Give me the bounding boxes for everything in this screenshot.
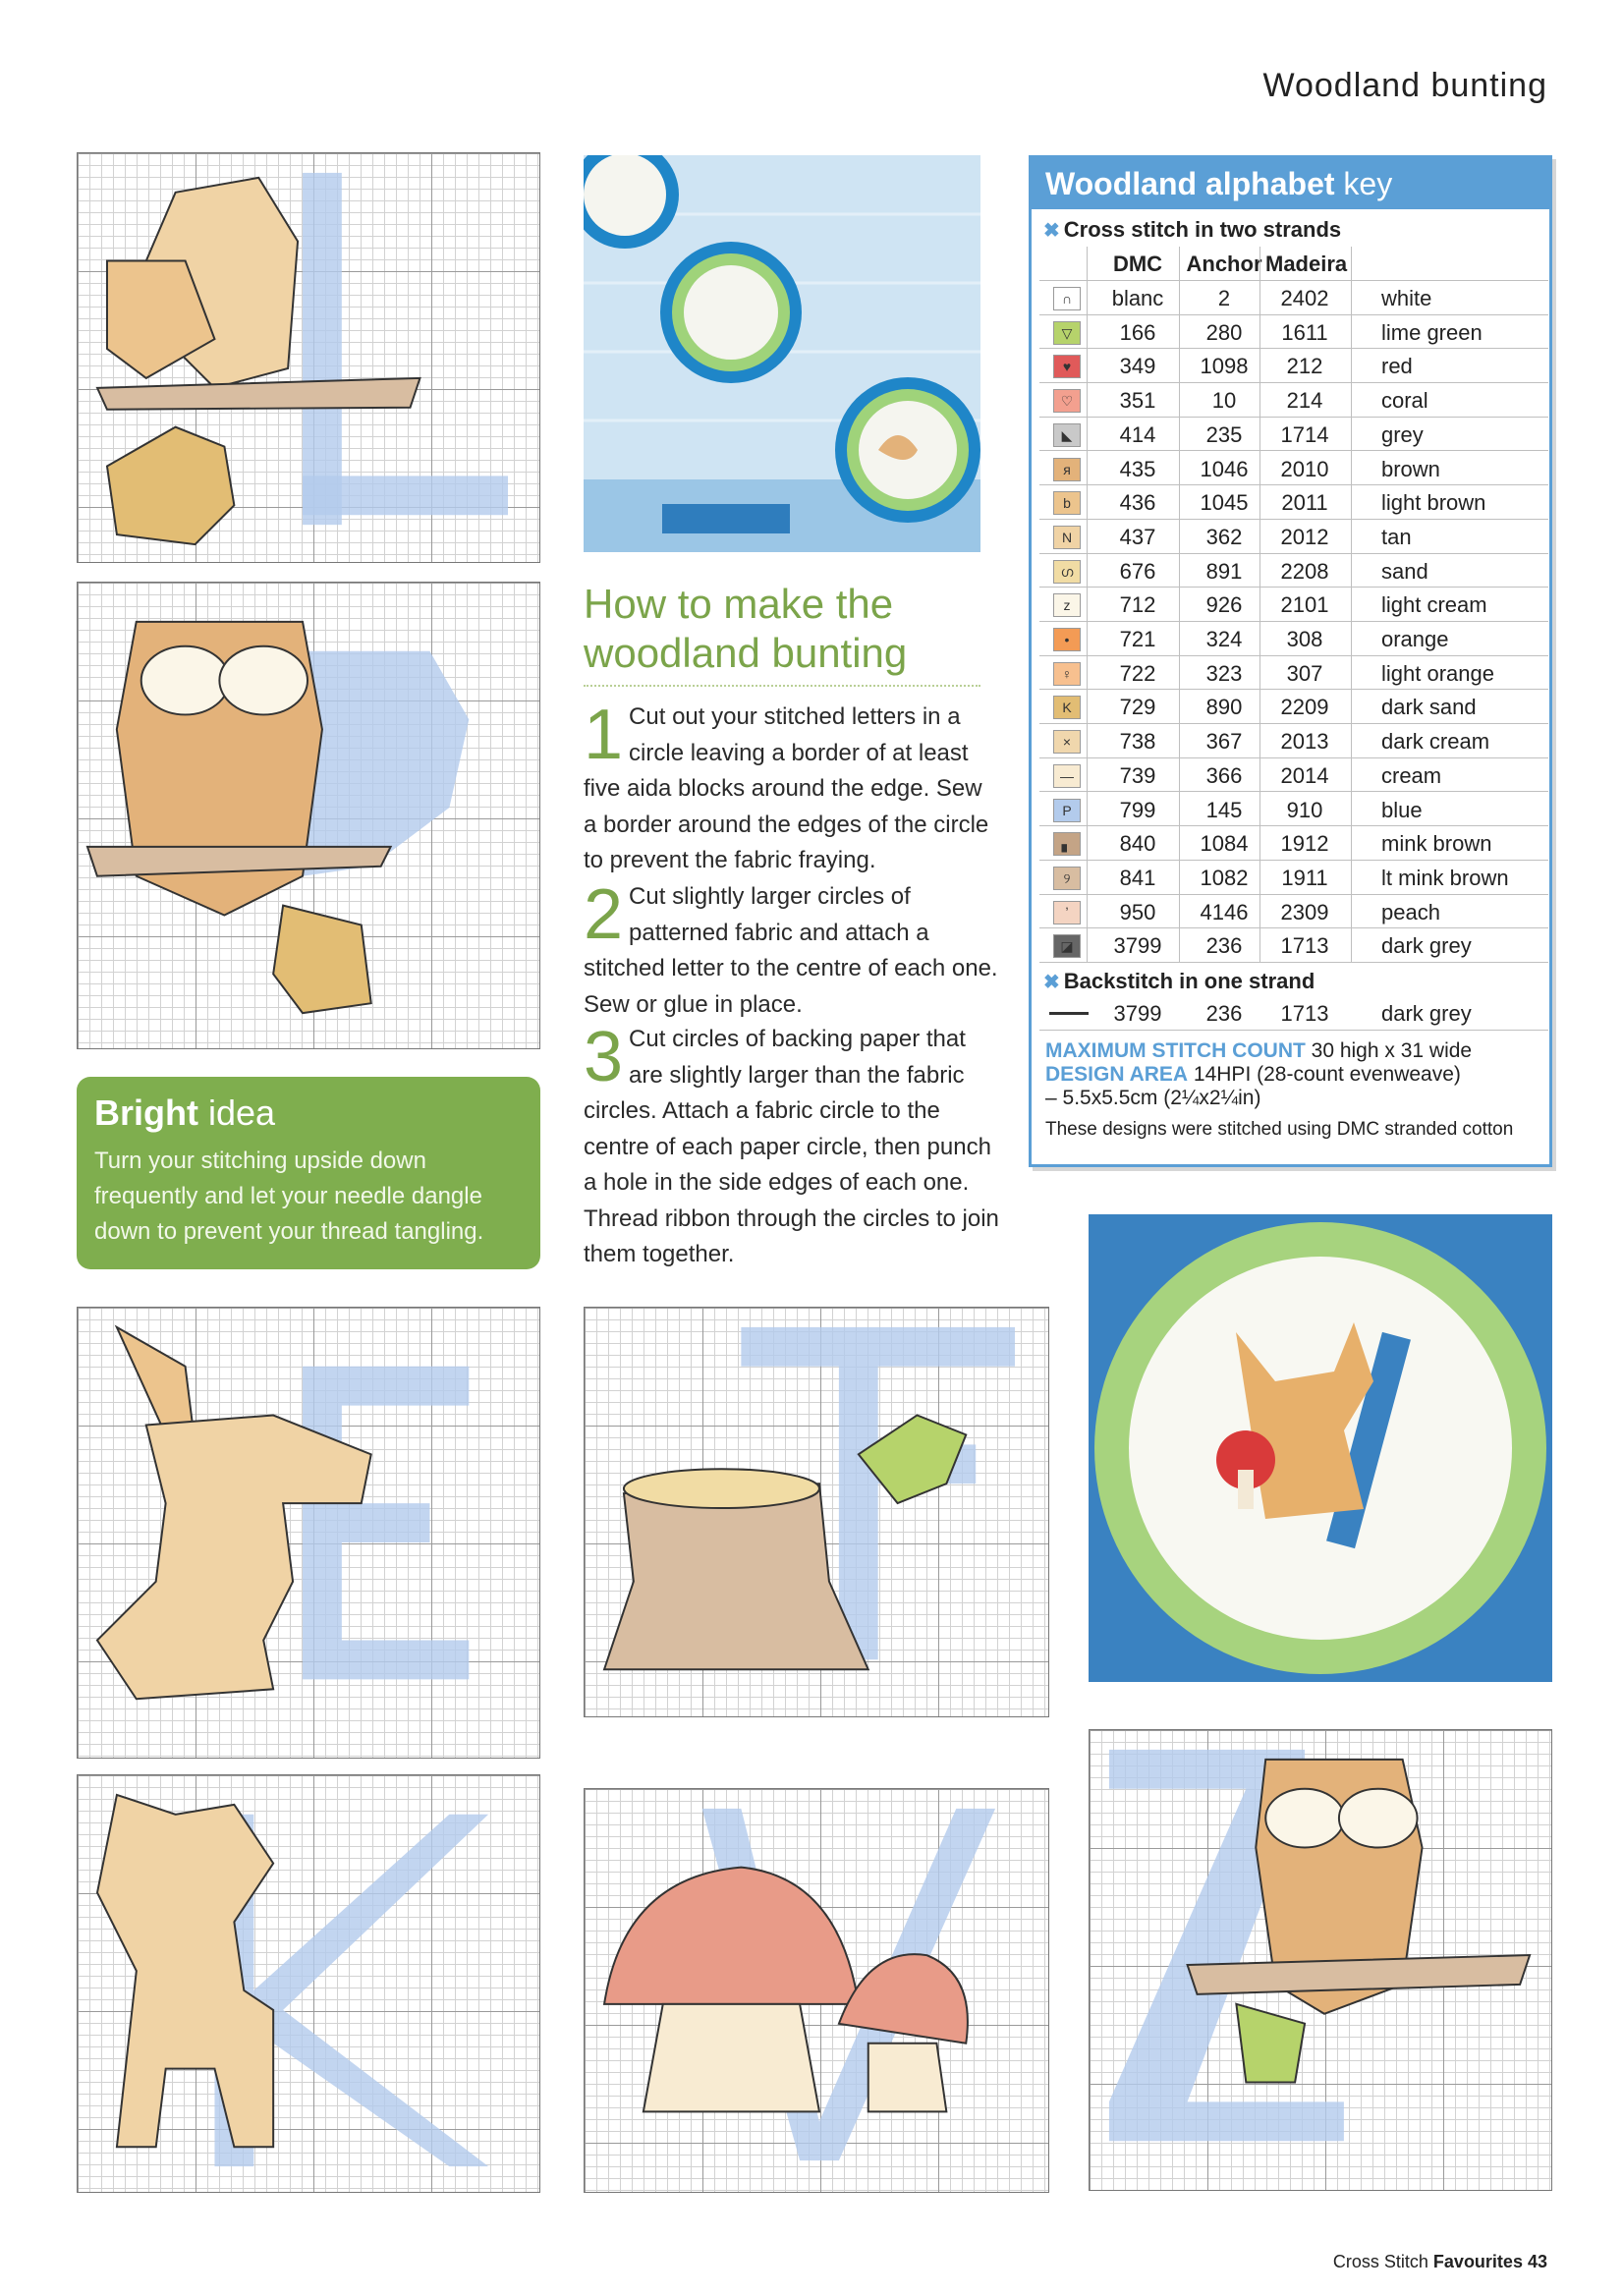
stitch-symbol-icon: K — [1053, 696, 1081, 719]
madeira-value: 2309 — [1280, 899, 1329, 924]
anchor-value: 362 — [1205, 524, 1243, 549]
section-title: Woodland bunting — [1262, 67, 1547, 104]
chart-mushroom-letter-v — [584, 1788, 1049, 2193]
madeira-value: 1713 — [1280, 933, 1329, 959]
mushroom-letter-v-motif — [585, 1789, 1048, 2192]
key-row — [1039, 656, 1548, 691]
page-number: 43 — [1527, 2252, 1547, 2271]
anchor-value: 1046 — [1200, 456, 1249, 481]
anchor-value: 1045 — [1200, 490, 1249, 516]
color-name: mink brown — [1381, 831, 1492, 857]
anchor-value: 4146 — [1200, 899, 1249, 924]
color-name: lime green — [1381, 319, 1483, 345]
color-name: lt mink brown — [1381, 865, 1509, 890]
madeira-value: 2011 — [1281, 490, 1328, 516]
dmc-value: 414 — [1119, 421, 1156, 447]
stitch-symbol-icon: N — [1053, 526, 1081, 549]
anchor-value: 1098 — [1200, 354, 1249, 379]
madeira-value: 2209 — [1280, 695, 1329, 720]
key-row — [1039, 383, 1548, 418]
key-row — [1039, 315, 1548, 350]
howto-title-line2: woodland bunting — [584, 630, 908, 676]
key-row — [1039, 758, 1548, 793]
stitch-symbol-icon: я — [1053, 458, 1081, 481]
col-anchor: Anchor — [1186, 252, 1262, 276]
color-name: tan — [1381, 524, 1412, 549]
dmc-value: 349 — [1119, 354, 1156, 379]
stitch-symbol-icon: • — [1053, 628, 1081, 651]
key-info — [1045, 1039, 1541, 1142]
key-row — [1039, 485, 1548, 520]
chart-owl-letter-z — [1089, 1729, 1552, 2191]
area-value: 14HPI (28-count evenweave) — [1188, 1063, 1461, 1086]
stitch-symbol-icon: ◣ — [1053, 423, 1081, 447]
step-number: 3 — [584, 1018, 624, 1096]
key-row — [1039, 928, 1548, 963]
backstitch-row — [1039, 996, 1548, 1031]
stitch-symbol-icon: ୨ — [1053, 867, 1081, 890]
rabbit-letter-e-motif — [78, 1308, 539, 1758]
color-name: blue — [1381, 797, 1423, 822]
dmc-value: 166 — [1119, 319, 1156, 345]
col-dmc: DMC — [1112, 252, 1163, 276]
key-row — [1039, 793, 1548, 827]
key-row — [1039, 452, 1548, 486]
color-name: white — [1381, 286, 1432, 310]
anchor-value: 890 — [1205, 695, 1243, 720]
max-value: 30 high x 31 wide — [1305, 1039, 1473, 1062]
madeira-value: 1713 — [1280, 1001, 1329, 1026]
backstitch-label — [1043, 969, 1315, 994]
chart-owl-letter-a — [77, 152, 540, 563]
color-name: dark grey — [1381, 1001, 1472, 1026]
backstitch-line-icon — [1049, 1012, 1089, 1015]
madeira-value: 2010 — [1280, 456, 1329, 481]
column-divider — [1259, 247, 1260, 963]
key-row — [1039, 861, 1548, 895]
dmc-value: 841 — [1119, 865, 1156, 890]
anchor-value: 367 — [1205, 729, 1243, 755]
madeira-value: 2402 — [1280, 286, 1329, 310]
cross-stitch-label — [1043, 217, 1341, 243]
madeira-value: 2208 — [1280, 558, 1329, 584]
madeira-value: 1911 — [1281, 865, 1328, 890]
madeira-value: 2014 — [1280, 762, 1329, 788]
dmc-value: 436 — [1119, 490, 1156, 516]
anchor-value: 1084 — [1200, 831, 1249, 857]
color-name: red — [1381, 354, 1413, 379]
step-number: 1 — [584, 696, 624, 774]
key-row — [1039, 349, 1548, 383]
stitch-symbol-icon: ♡ — [1053, 389, 1081, 413]
madeira-value: 910 — [1286, 797, 1323, 822]
owl-letter-b-motif — [78, 583, 539, 1048]
dmc-value: 950 — [1119, 899, 1156, 924]
column-divider — [1179, 247, 1180, 963]
anchor-value: 926 — [1205, 592, 1243, 618]
howto-step-3 — [584, 1018, 1000, 1273]
howto-divider — [584, 685, 980, 687]
chart-owl-letter-b — [77, 582, 540, 1049]
step-text: Cut out your stitched letters in a circle leaving a border of at least five aida blocks around the edge. Sew a border around the edges of the circle to prevent the fabric fraying. — [584, 703, 989, 873]
color-name: dark sand — [1381, 695, 1477, 720]
dmc-value: 722 — [1119, 660, 1156, 686]
owl-letter-a-motif — [78, 153, 539, 562]
max-stitch-count — [1045, 1039, 1541, 1063]
stitch-symbol-icon: b — [1053, 491, 1081, 515]
key-row — [1039, 622, 1548, 656]
dmc-value: 721 — [1119, 627, 1156, 651]
key-row — [1039, 826, 1548, 861]
backstitch-text: Backstitch in one strand — [1063, 969, 1315, 993]
anchor-value: 366 — [1205, 762, 1243, 788]
dmc-value: 729 — [1119, 695, 1156, 720]
howto-step-2 — [584, 875, 1000, 1023]
cross-icon: ✖ — [1043, 220, 1060, 242]
stitch-symbol-icon: z — [1053, 593, 1081, 617]
dmc-value: blanc — [1111, 286, 1164, 310]
anchor-value: 10 — [1211, 388, 1237, 414]
madeira-value: 1912 — [1280, 831, 1329, 857]
stitch-symbol-icon: ♥ — [1053, 355, 1081, 378]
color-name: sand — [1381, 558, 1428, 584]
stitch-symbol-icon: ♀ — [1053, 662, 1081, 686]
anchor-value: 323 — [1205, 660, 1243, 686]
step-text: Cut slightly larger circles of patterned fabric and attach a stitched letter to the centre of each one. Sew or glue in place. — [584, 883, 998, 1018]
dmc-value: 3799 — [1113, 933, 1162, 959]
anchor-value: 236 — [1205, 1001, 1243, 1026]
dmc-value: 676 — [1119, 558, 1156, 584]
dmc-value: 3799 — [1113, 1001, 1162, 1026]
key-title-bold: Woodland alphabet — [1045, 166, 1335, 201]
madeira-value: 2012 — [1280, 524, 1329, 549]
color-name: dark cream — [1381, 729, 1490, 755]
dmc-value: 739 — [1119, 762, 1156, 788]
stitch-symbol-icon: ʼ — [1053, 901, 1081, 924]
cross-stitch-text: Cross stitch in two strands — [1063, 217, 1342, 242]
dmc-value: 840 — [1119, 831, 1156, 857]
color-name: light cream — [1381, 592, 1487, 618]
howto-title-line1: How to make the — [584, 581, 894, 627]
footer-publication: Cross Stitch — [1332, 2252, 1433, 2271]
col-madeira: Madeira — [1265, 252, 1348, 276]
madeira-value: 214 — [1286, 388, 1323, 414]
thread-note: These designs were stitched using DMC stranded cotton — [1045, 1119, 1514, 1140]
chart-stump-letter-f — [584, 1307, 1049, 1717]
key-row — [1039, 690, 1548, 724]
dmc-value: 351 — [1119, 388, 1156, 414]
color-name: dark grey — [1381, 933, 1472, 959]
stitch-symbol-icon: ▖ — [1053, 832, 1081, 856]
color-name: peach — [1381, 899, 1440, 924]
dmc-value: 437 — [1119, 524, 1156, 549]
deer-letter-k-motif — [78, 1775, 539, 2192]
key-row — [1039, 281, 1548, 315]
key-row — [1039, 724, 1548, 758]
howto-step-1 — [584, 696, 1000, 879]
step-number: 2 — [584, 875, 624, 954]
key-row — [1039, 520, 1548, 554]
dmc-value: 712 — [1119, 592, 1156, 618]
tip-title — [94, 1092, 275, 1134]
area-label: DESIGN AREA — [1045, 1063, 1189, 1086]
chart-deer-letter-k — [77, 1774, 540, 2193]
stitch-symbol-icon: ഗ — [1053, 560, 1081, 584]
color-name: light brown — [1381, 490, 1486, 516]
madeira-value: 307 — [1286, 660, 1323, 686]
stitch-symbol-icon: P — [1053, 799, 1081, 822]
stitch-symbol-icon: × — [1053, 730, 1081, 754]
howto-title — [584, 580, 986, 678]
color-name: light orange — [1381, 660, 1494, 686]
anchor-value: 324 — [1205, 627, 1243, 651]
dmc-value: 738 — [1119, 729, 1156, 755]
tip-title-rest: idea — [197, 1092, 276, 1133]
key-row — [1039, 418, 1548, 452]
anchor-value: 235 — [1205, 421, 1243, 447]
anchor-value: 1082 — [1200, 865, 1249, 890]
madeira-value: 1611 — [1281, 319, 1328, 345]
key-row — [1039, 554, 1548, 588]
step-text: Cut circles of backing paper that are slightly larger than the fabric circles. Attach a fabric circle to the centre of each paper circle, then punch a hole in the side edges of each one. Thread ribbon through the circles to join them together. — [584, 1026, 999, 1267]
key-title — [1032, 158, 1549, 209]
anchor-value: 2 — [1217, 286, 1231, 310]
key-title-rest: key — [1334, 166, 1393, 201]
column-divider — [1087, 247, 1088, 963]
design-area — [1045, 1063, 1541, 1087]
design-area-size: – 5.5x5.5cm (2¼x2¼in) — [1045, 1087, 1261, 1109]
bunting-photo-illustration — [584, 155, 980, 552]
chart-rabbit-letter-e — [77, 1307, 540, 1759]
color-name: grey — [1381, 421, 1424, 447]
bright-idea-box — [77, 1077, 540, 1269]
color-name: brown — [1381, 456, 1440, 481]
madeira-value: 2013 — [1280, 729, 1329, 755]
footer-publication-bold: Favourites — [1432, 2252, 1523, 2271]
tip-title-bold: Bright — [94, 1092, 198, 1133]
dmc-value: 435 — [1119, 456, 1156, 481]
dmc-value: 799 — [1119, 797, 1156, 822]
madeira-value: 308 — [1286, 627, 1323, 651]
color-name: orange — [1381, 627, 1449, 651]
owl-letter-z-motif — [1090, 1730, 1551, 2190]
rabbit-letter-photo-illustration — [1089, 1214, 1552, 1682]
color-name: coral — [1381, 388, 1428, 414]
anchor-value: 891 — [1205, 558, 1243, 584]
anchor-value: 236 — [1205, 933, 1243, 959]
bunting-photo — [584, 155, 980, 552]
madeira-value: 2101 — [1280, 592, 1329, 618]
key-row — [1039, 588, 1548, 622]
anchor-value: 280 — [1205, 319, 1243, 345]
madeira-value: 212 — [1286, 354, 1323, 379]
madeira-value: 1714 — [1280, 421, 1329, 447]
stitch-symbol-icon: ∩ — [1053, 287, 1081, 310]
rabbit-letter-photo — [1089, 1214, 1552, 1682]
key-row — [1039, 895, 1548, 929]
stump-letter-f-motif — [585, 1308, 1048, 1716]
cross-icon: ✖ — [1043, 972, 1060, 993]
column-divider — [1351, 247, 1352, 963]
anchor-value: 145 — [1205, 797, 1243, 822]
tip-text: Turn your stitching upside down frequently and let your needle dangle down to prevent your thread tangling. — [94, 1148, 484, 1245]
page-footer — [1333, 2252, 1547, 2272]
stitch-symbol-icon: — — [1053, 764, 1081, 788]
stitch-symbol-icon: ▽ — [1053, 321, 1081, 345]
stitch-symbol-icon: ◪ — [1053, 934, 1081, 958]
color-name: cream — [1381, 762, 1442, 788]
key-header-row — [1039, 247, 1548, 281]
max-label: MAXIMUM STITCH COUNT — [1045, 1039, 1306, 1062]
alphabet-key-table — [1029, 155, 1552, 1167]
